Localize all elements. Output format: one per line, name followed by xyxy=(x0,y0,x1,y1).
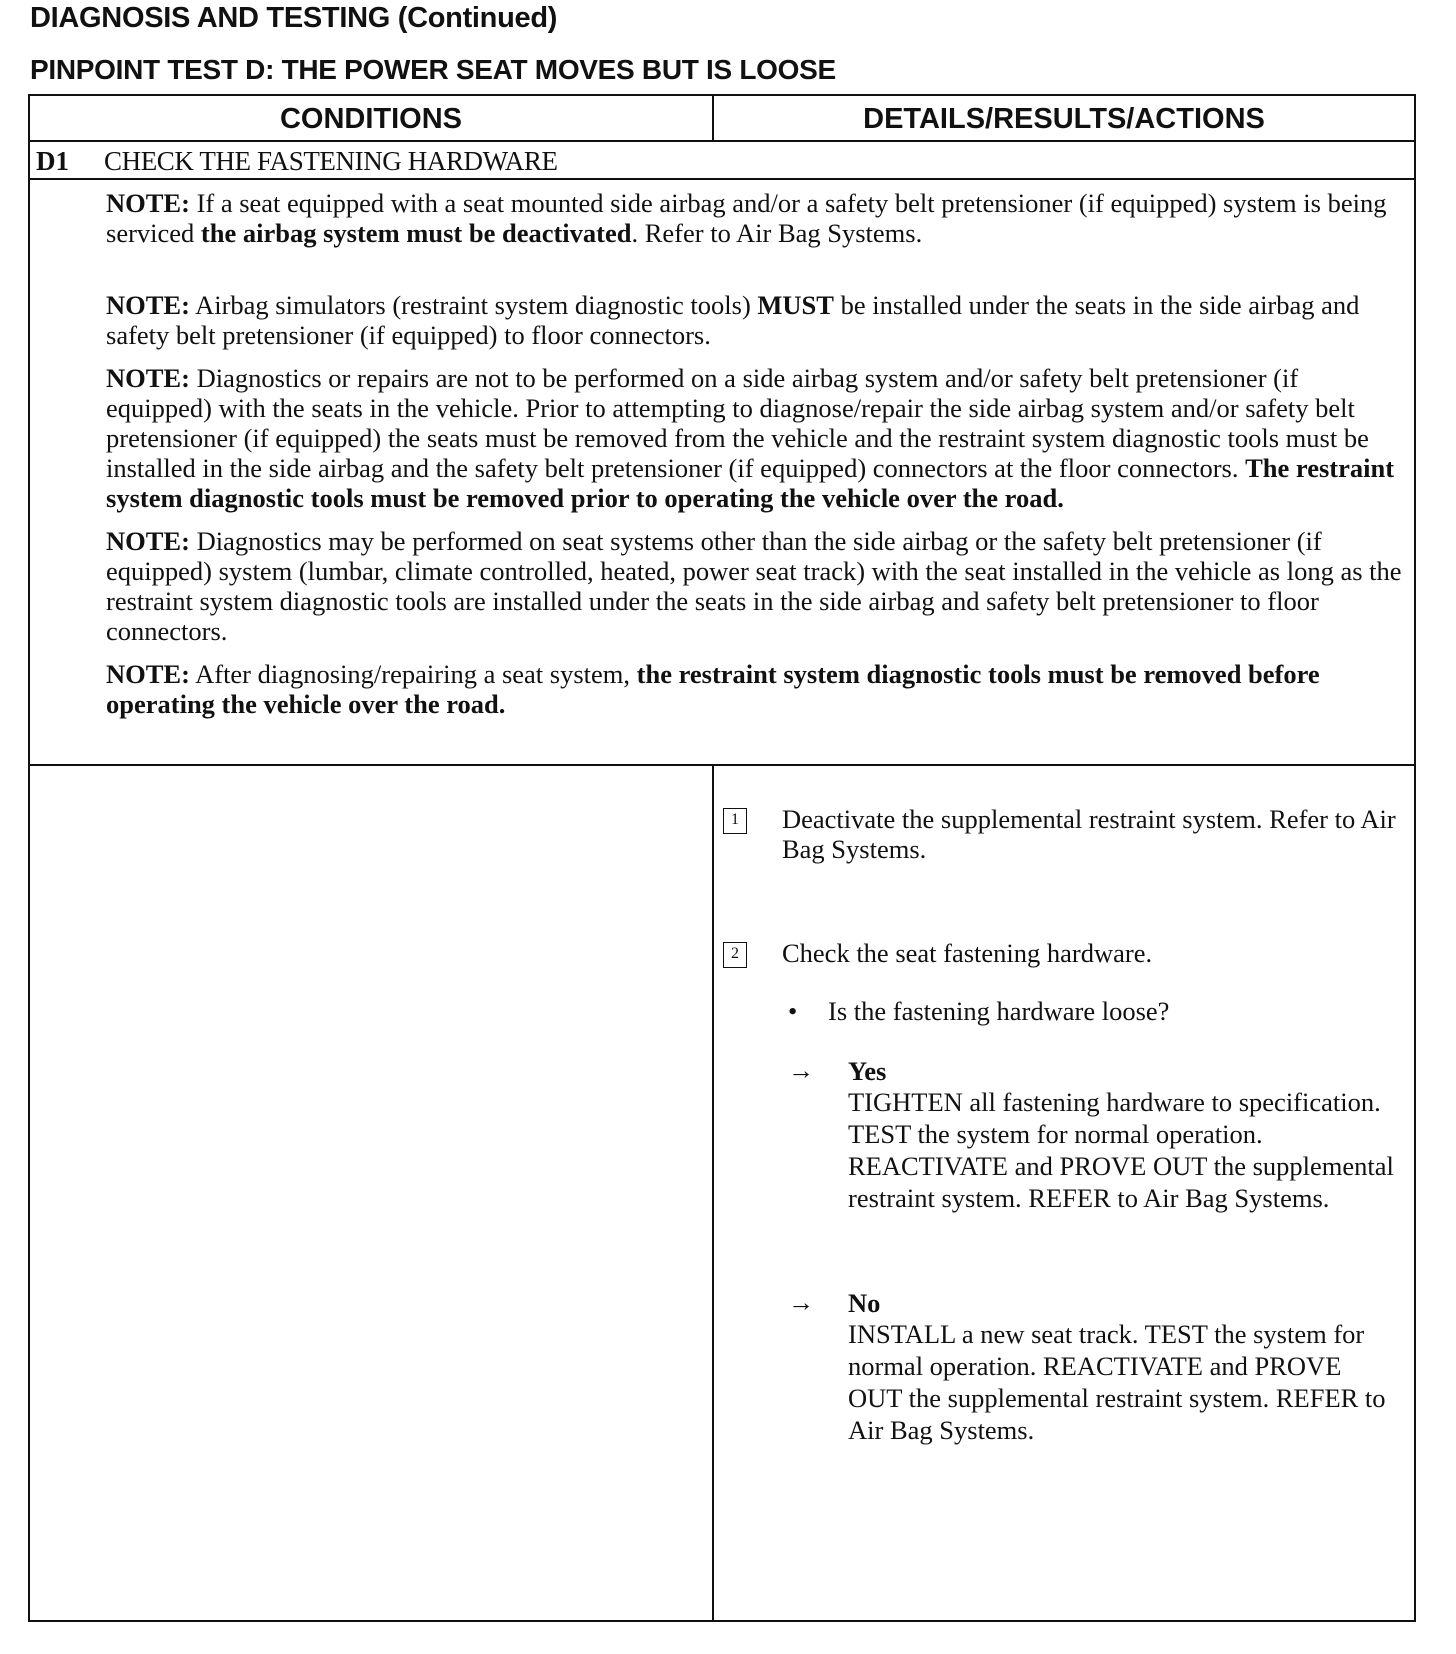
note-text: . Refer to Air Bag Systems. xyxy=(631,218,923,248)
step-number-box: 1 xyxy=(723,808,747,834)
no-label: No xyxy=(848,1288,881,1318)
note-emphasis: the airbag system must be deactivated xyxy=(200,218,632,248)
note-label: NOTE: xyxy=(106,363,190,393)
column-divider xyxy=(712,766,714,1622)
note-text: be installed under the seats in the side airbag and safety belt pretensioner (if equipped) to floor connectors. xyxy=(106,290,1360,350)
step-1-text: Deactivate the supplemental restraint system. Refer to Air Bag Systems. xyxy=(782,804,1396,864)
note-emphasis: The restraint system diagnostic tools must be removed prior to operating the vehicle over the road. xyxy=(106,453,1395,513)
step-id: D1 xyxy=(36,146,69,176)
page-title: DIAGNOSIS AND TESTING (Continued) xyxy=(30,2,558,34)
note-label: NOTE: xyxy=(106,188,190,218)
note-text: After diagnosing/repairing a seat system, xyxy=(189,659,637,689)
step-row xyxy=(30,142,1414,180)
yes-option xyxy=(848,1056,1400,1214)
step-2-text: Check the seat fastening hardware. xyxy=(782,938,1153,968)
test-title: PINPOINT TEST D: THE POWER SEAT MOVES BUT IS LOOSE xyxy=(30,54,836,85)
note-text: Airbag simulators (restraint system diagnostic tools) xyxy=(189,290,758,320)
note-emphasis: the restraint system diagnostic tools must be removed before operating the vehicle over the road. xyxy=(106,659,1320,719)
table-header-row xyxy=(30,96,1414,142)
no-option xyxy=(848,1288,1400,1446)
details-header: DETAILS/RESULTS/ACTIONS xyxy=(863,103,1265,135)
note-text: Diagnostics may be performed on seat systems other than the side airbag or the safety belt pretensioner (if equipped) system (lumbar, climate controlled, heated, power seat track) with the seat installed in the vehicle as long as the restraint system diagnostic tools are installed under the seats in the side airbag and safety belt pretensioner to floor connectors. xyxy=(106,526,1402,646)
question-text: Is the fastening hardware loose? xyxy=(828,996,1170,1026)
note-text: Diagnostics or repairs are not to be performed on a side airbag system and/or safety belt pretensioner (if equipped) with the seats in the vehicle. Prior to attempting to diagnose/repair the side airbag system and/or safety belt pretensioner (if equipped) the seats must be removed from the vehicle and the restraint system diagnostic tools must be installed in the side airbag and the safety belt pretensioner (if equipped) connectors at the floor connectors. xyxy=(106,363,1369,483)
arrow-right-icon: → xyxy=(788,1288,814,1317)
notes-section xyxy=(106,188,1406,719)
note-2 xyxy=(106,290,1406,350)
bullet: • xyxy=(788,996,798,1026)
note-1 xyxy=(106,188,1406,248)
note-label: NOTE: xyxy=(106,526,190,556)
arrow-right-icon: → xyxy=(788,1056,814,1085)
yes-label: Yes xyxy=(848,1056,887,1086)
no-text: INSTALL a new seat track. TEST the system for normal operation. REACTIVATE and PROVE OUT the supplemental restraint system. REFER to Air Bag Systems. xyxy=(848,1319,1386,1445)
note-emphasis: MUST xyxy=(757,290,834,320)
note-label: NOTE: xyxy=(106,290,190,320)
note-4 xyxy=(106,526,1406,646)
note-label: NOTE: xyxy=(106,659,190,689)
step-number-box: 2 xyxy=(723,942,747,968)
note-text: If a seat equipped with a seat mounted side airbag and/or a safety belt pretensioner (if equipped) system is being serviced xyxy=(106,188,1387,248)
action-section xyxy=(30,764,1414,1622)
note-3 xyxy=(106,363,1406,513)
note-5 xyxy=(106,659,1406,719)
pinpoint-test-table xyxy=(28,94,1416,1622)
yes-text: TIGHTEN all fastening hardware to specification. TEST the system for normal operation. REACTIVATE and PROVE OUT the supplemental restraint system. REFER to Air Bag Systems. xyxy=(848,1087,1394,1213)
step-title: CHECK THE FASTENING HARDWARE xyxy=(104,146,558,176)
conditions-header: CONDITIONS xyxy=(30,96,714,140)
